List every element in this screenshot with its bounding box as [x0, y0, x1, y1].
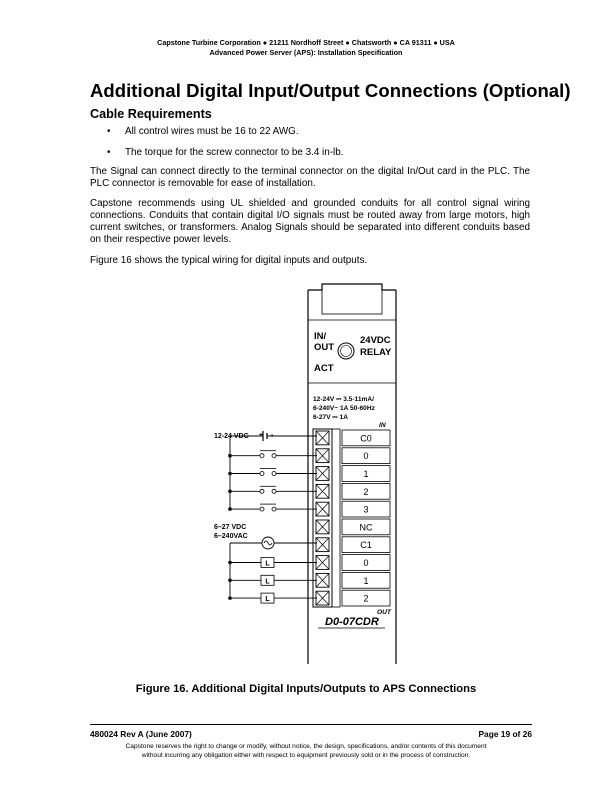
terminal-label: 3: [363, 504, 369, 515]
header-company-line: Capstone Turbine Corporation ● 21211 Nordhoff Street ● Chatsworth ● CA 91311 ● USA: [157, 38, 455, 47]
screw-terminal: [316, 520, 329, 534]
header-document-line: Advanced Power Server (APS): Installation Specification: [209, 48, 403, 57]
screw-terminals: [316, 431, 329, 605]
screw-terminal: [316, 538, 329, 552]
footer-divider: [90, 724, 532, 725]
bullet-icon: •: [107, 147, 111, 158]
paragraph-conduits: Capstone recommends using UL shielded and grounded conduits for all control signal wiring connections. Conduits that contain digital I/O signals must be routed away from large motors, high current switches, or transformers. Analog Signals should be separated into different conduits based on their respective power levels.: [90, 198, 530, 245]
spec-line: 6-240V~ 1A 50-60Hz: [313, 405, 375, 412]
terminal-label: C0: [360, 433, 372, 444]
input-switch: [228, 469, 317, 476]
ac-supply-label: 6–240VAC: [214, 533, 248, 540]
spec-line: 6-27V ⎓ 1A: [313, 414, 348, 421]
wiring-diagram: [200, 276, 412, 664]
screw-terminal: [316, 573, 329, 587]
relay-label: RELAY: [360, 347, 392, 358]
screw-terminal: [316, 431, 329, 445]
load-label: L: [265, 578, 270, 586]
act-label: ACT: [314, 363, 334, 374]
terminal-label: 2: [363, 486, 369, 497]
ac-supply-label: 6–27 VDC: [214, 524, 247, 531]
output-load: [228, 558, 317, 568]
page-header: [0, 38, 612, 58]
terminal-label: NC: [359, 522, 373, 533]
list-item: • All control wires must be 16 to 22 AWG.: [107, 126, 299, 137]
screw-terminal: [316, 591, 329, 605]
paragraph-plc-connector: The Signal can connect directly to the terminal connector on the digital In/Out card in the PLC. The PLC connector is removable for ease of installation.: [90, 166, 530, 189]
terminal-label: 0: [363, 451, 369, 462]
screw-terminal: [316, 467, 329, 481]
terminal-label: 1: [363, 575, 369, 586]
terminal-label: C1: [360, 540, 372, 551]
bullet-icon: •: [107, 126, 111, 137]
in-out-label: OUT: [314, 342, 335, 353]
section-title: Additional Digital Input/Output Connections (Optional): [90, 80, 571, 101]
terminal-label-column: [342, 430, 390, 606]
subsection-title: Cable Requirements: [90, 107, 212, 121]
screw-terminal: [316, 484, 329, 498]
page-number: Page 19 of 26: [478, 729, 532, 739]
document-revision: 480024 Rev A (June 2007): [90, 729, 192, 739]
screw-terminal: [316, 502, 329, 516]
screw-terminal: [316, 556, 329, 570]
list-item: • The torque for the screw connector to be 3.4 in-lb.: [107, 147, 344, 158]
in-out-label: IN/: [314, 331, 327, 342]
screw-terminal: [316, 449, 329, 463]
output-load: [228, 575, 317, 585]
input-switch: [228, 451, 317, 458]
input-switch: [228, 504, 317, 511]
out-label: OUT: [377, 609, 391, 616]
svg-text:+: +: [259, 432, 264, 439]
output-load: [228, 593, 317, 603]
in-label: IN: [379, 422, 386, 429]
paragraph-figure-ref: Figure 16 shows the typical wiring for digital inputs and outputs.: [90, 255, 368, 266]
svg-text:-: -: [271, 432, 274, 439]
footer-disclaimer: Capstone reserves the right to change or modify, without notice, the design, specifications, and/or contents of this document without incurring any obligation either with respect to equipment previously sold or in the process of construction.: [125, 743, 487, 759]
figure-caption: Figure 16. Additional Digital Inputs/Outputs to APS Connections: [135, 683, 477, 695]
terminal-label: 0: [363, 558, 369, 568]
load-label: L: [265, 560, 270, 568]
relay-voltage-label: 24VDC: [360, 335, 391, 346]
spec-line: 12-24V ⎓ 3.5-11mA/: [313, 396, 374, 403]
input-switch: [228, 486, 317, 493]
terminal-label: 1: [363, 469, 369, 479]
load-label: L: [265, 596, 270, 604]
cable-requirements-list: [90, 126, 343, 168]
terminal-label: 2: [363, 593, 369, 604]
input-switches: [228, 451, 317, 511]
model-label: D0-07CDR: [325, 616, 379, 628]
dc-supply-label: 12-24 VDC: [214, 433, 249, 440]
output-loads: [228, 558, 317, 604]
